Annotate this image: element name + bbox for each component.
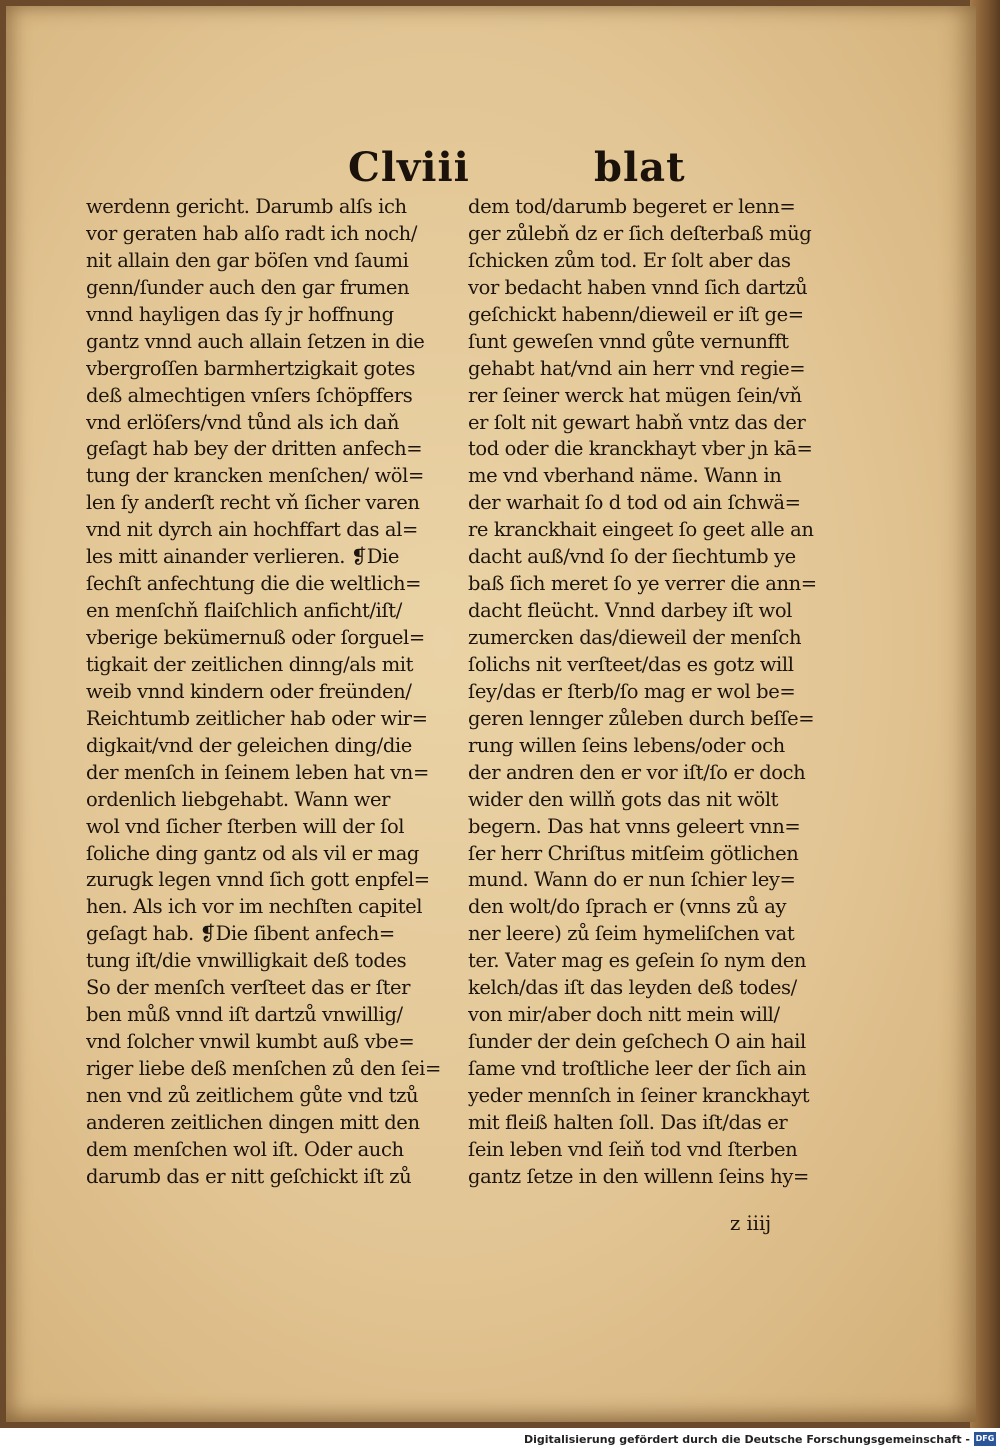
dfg-logo: DFG	[974, 1432, 996, 1446]
text-line: rer ſeiner werck hat mügen ſein/vň	[468, 383, 802, 407]
text-line: tigkait der zeitlichen dinng/als mit	[86, 652, 414, 676]
text-line: weib vnnd kindern oder freünden/	[86, 679, 412, 703]
text-line: gantz vnnd auch allain ſetzen in die	[86, 329, 425, 353]
text-line: me vnd vberhand näme. Wann in	[468, 464, 782, 488]
text-line: begern. Das hat vnns geleert vnn=	[468, 814, 801, 838]
text-line: vbergroſſen barmhertzigkait gotes	[86, 356, 415, 380]
text-line: geſchickt habenn/dieweil er iſt ge=	[468, 302, 804, 326]
folio-numeral: Clviii	[348, 144, 470, 191]
text-line: der andren den er vor iſt/ſo er doch	[468, 760, 806, 784]
text-line: werdenn gericht. Darumb alſs ich	[86, 195, 407, 218]
text-line: en menſchň flaiſchlich anficht/iſt/	[86, 599, 402, 623]
text-line: geren lennger zůleben durch beſſe=	[468, 706, 815, 730]
text-line: tod oder die kranckhayt vber jn kā=	[468, 437, 813, 461]
text-line: darumb das er nitt geſchickt iſt zů	[86, 1164, 412, 1188]
text-line: ſchicken zům tod. Er ſolt aber das	[468, 248, 791, 272]
text-line: rung willen ſeins lebens/oder och	[468, 733, 785, 757]
text-line: tung iſt/die vnwilligkait deß todes	[86, 949, 407, 973]
text-line: hen. Als ich vor im nechſten capitel	[86, 895, 423, 919]
text-line: riger liebe deß menſchen zů den ſei=	[86, 1057, 441, 1080]
text-line: gehabt hat/vnd ain herr vnd regie=	[468, 356, 806, 380]
right-text-column	[468, 194, 828, 1191]
signature-mark: z iiij	[730, 1212, 772, 1235]
text-line: dacht auß/vnd ſo der ſiechtumb ye	[468, 545, 796, 569]
text-line: mit fleiß halten ſoll. Das iſt/das er	[468, 1110, 788, 1134]
text-line: ordenlich liebgehabt. Wann wer	[86, 787, 391, 811]
text-line: den wolt/do ſprach er (vnns zů ay	[468, 895, 787, 919]
text-line: ſer herr Chriſtus mitſeim götlichen	[468, 841, 799, 865]
text-line: vnd nit dyrch ain hochffart das al=	[86, 518, 418, 542]
text-line: vberige bekümernuß oder ſorguel=	[86, 626, 425, 649]
left-text-column	[86, 194, 454, 1191]
text-line: gantz ſetze in den willenn ſeins hy=	[468, 1164, 809, 1188]
text-line: ben můß vnnd iſt dartzů vnwillig/	[86, 1003, 403, 1027]
page-leaf	[6, 6, 976, 1422]
text-line: ter. Vater mag es geſein ſo nym den	[468, 949, 807, 973]
text-line: dem menſchen wol iſt. Oder auch	[86, 1137, 404, 1161]
text-line: zurugk legen vnnd ſich gott enpfel=	[86, 868, 430, 892]
text-line: genn/ſunder auch den gar frumen	[86, 275, 410, 299]
text-line: der menſch in ſeinem leben hat vn=	[86, 760, 429, 784]
text-line: geſagt hab bey der dritten anfech=	[86, 437, 423, 461]
text-line: von mir/aber doch nitt mein will/	[468, 1003, 780, 1027]
text-line: nen vnd zů zeitlichem gůte vnd tzů	[86, 1083, 419, 1107]
running-header	[6, 144, 976, 194]
text-line: ger zůlebň dz er ſich deſterbaß müg	[468, 221, 812, 245]
text-line: wol vnd ſicher ſterben will der ſol	[86, 814, 405, 838]
text-line: ſame vnd troſtliche leer der ſich ain	[468, 1057, 807, 1080]
text-line: vor geraten hab alſo radt ich noch/	[86, 221, 417, 245]
text-line: len ſy anderſt recht vň ſicher varen	[86, 491, 420, 515]
text-line: der warhait ſo d tod od ain ſchwä=	[468, 491, 801, 515]
text-line: tung der krancken menſchen/ wöl=	[86, 464, 424, 488]
text-line: zumercken das/dieweil der menſch	[468, 626, 802, 649]
text-line: ſunt geweſen vnnd gůte vernunfft	[468, 329, 789, 353]
text-line: geſagt hab. ❡Die ſibent anfech=	[86, 922, 395, 946]
text-line: yeder mennſch in ſeiner kranckhayt	[468, 1083, 810, 1107]
text-line: wider den willň gots das nit wölt	[468, 787, 779, 811]
text-line: ſey/das er ſterb/ſo mag er wol be=	[468, 679, 796, 703]
text-line: les mitt ainander verlieren. ❡Die	[86, 545, 399, 569]
funding-notice: Digitalisierung gefördert durch die Deutsche Forschungsgemeinschaft -	[523, 1433, 970, 1446]
text-line: vor bedacht haben vnnd ſich dartzů	[468, 275, 808, 299]
text-line: vnnd hayligen das ſy jr hoffnung	[86, 302, 394, 326]
text-line: ner leere) zů ſeim hymeliſchen vat	[468, 922, 795, 946]
text-line: ſunder der dein geſchech O ain hail	[468, 1030, 806, 1054]
text-line: ſein leben vnd ſeiň tod vnd ſterben	[468, 1137, 798, 1161]
text-line: vnd ſolcher vnwil kumbt auß vbe=	[86, 1030, 415, 1054]
text-line: vnd erlöſers/vnd tůnd als ich daň	[86, 410, 400, 434]
text-line: er ſolt nit gewart habň vntz das der	[468, 410, 806, 434]
folio-word: blat	[594, 144, 686, 191]
text-line: re kranckhait eingeet ſo geet alle an	[468, 518, 814, 542]
text-line: deß almechtigen vnſers ſchöpffers	[86, 383, 413, 407]
text-line: dem tod/darumb begeret er lenn=	[468, 195, 796, 218]
text-line: Reichtumb zeitlicher hab oder wir=	[86, 706, 428, 730]
text-line: baß ſich meret ſo ye verrer die ann=	[468, 572, 817, 596]
text-line: dacht fleücht. Vnnd darbey iſt wol	[468, 599, 792, 623]
text-line: anderen zeitlichen dingen mitt den	[86, 1110, 420, 1134]
text-line: nit allain den gar böſen vnd ſaumi	[86, 248, 409, 272]
text-line: So der menſch verſteet das er ſter	[86, 976, 411, 1000]
text-line: mund. Wann do er nun ſchier ley=	[468, 868, 796, 892]
text-line: ſolichs nit verſteet/das es gotz will	[468, 652, 794, 676]
text-line: ſechſt anfechtung die die weltlich=	[86, 572, 422, 596]
footer-bar	[0, 1428, 1000, 1451]
text-line: ſoliche ding gantz od als vil er mag	[86, 841, 420, 865]
text-line: digkait/vnd der geleichen ding/die	[86, 733, 412, 757]
text-line: kelch/das iſt das leyden deß todes/	[468, 976, 797, 1000]
